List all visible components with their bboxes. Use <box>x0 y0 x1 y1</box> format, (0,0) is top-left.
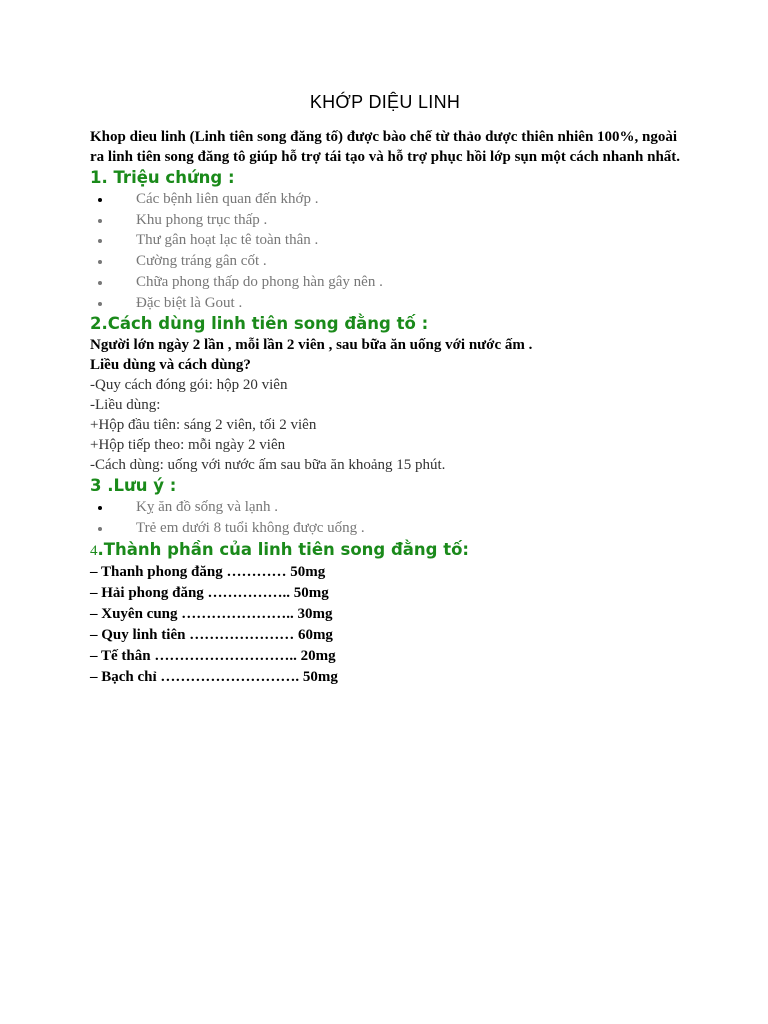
document-title: KHỚP DIỆU LINH <box>309 92 461 112</box>
usage-line: -Quy cách đóng gói: hộp 20 viên <box>90 377 288 394</box>
ingredient-line: – Xuyên cung ………………….. 30mg <box>90 605 333 622</box>
document-page <box>90 92 690 688</box>
ingredient-line: – Tế thân ……………………….. 20mg <box>90 647 336 664</box>
ingredient-line: – Quy linh tiên ………………… 60mg <box>90 626 333 643</box>
section3-heading: 3 .Lưu ý : <box>90 476 177 496</box>
list-item: Cường tráng gân cốt . <box>90 251 690 272</box>
list-item: Khu phong trục thấp . <box>90 210 690 231</box>
dosage-text: Người lớn ngày 2 lần , mỗi lần 2 viên , sau bữa ăn uống với nước ấm . <box>90 337 533 354</box>
ingredient-line: – Bạch chỉ ………………………. 50mg <box>90 668 338 685</box>
ingredient-line: – Thanh phong đăng ………… 50mg <box>90 563 326 580</box>
section1-heading: 1. Triệu chứng : <box>90 168 235 187</box>
section4-heading <box>90 539 690 562</box>
section4-heading-number: 4 <box>90 542 98 559</box>
list-item: Kỵ ăn đồ sống và lạnh . <box>90 497 690 518</box>
notes-list <box>90 497 690 538</box>
list-item: Trẻ em dưới 8 tuổi không được uống . <box>90 518 690 539</box>
list-item: Thư gân hoạt lạc tê toàn thân . <box>90 230 690 251</box>
list-item: Các bệnh liên quan đến khớp . <box>90 189 690 210</box>
usage-line: +Hộp đầu tiên: sáng 2 viên, tối 2 viên <box>90 417 317 434</box>
section2-heading: 2.Cách dùng linh tiên song đằng tố : <box>90 314 429 334</box>
section4-heading-text: .Thành phần của linh tiên song đằng tố: <box>97 539 470 559</box>
usage-line: -Cách dùng: uống với nước ấm sau bữa ăn khoảng 15 phút. <box>90 457 446 474</box>
usage-line: -Liều dùng: <box>90 397 161 414</box>
dosage-subheading: Liều dùng và cách dùng? <box>90 357 251 374</box>
ingredient-line: – Hải phong đăng …………….. 50mg <box>90 584 329 601</box>
usage-line: +Hộp tiếp theo: mỗi ngày 2 viên <box>90 437 286 454</box>
intro-paragraph: Khop dieu linh (Linh tiên song đăng tố) được bào chế từ thảo dược thiên nhiên 100%, ngoài ra linh tiên song đăng tô giúp hỗ trợ tái tạo và hỗ trợ phục hồi lớp sụn một cách nhanh nhất. <box>90 129 681 165</box>
list-item: Đặc biệt là Gout . <box>90 293 690 314</box>
list-item: Chữa phong thấp do phong hàn gây nên . <box>90 272 690 293</box>
symptoms-list <box>90 189 690 313</box>
